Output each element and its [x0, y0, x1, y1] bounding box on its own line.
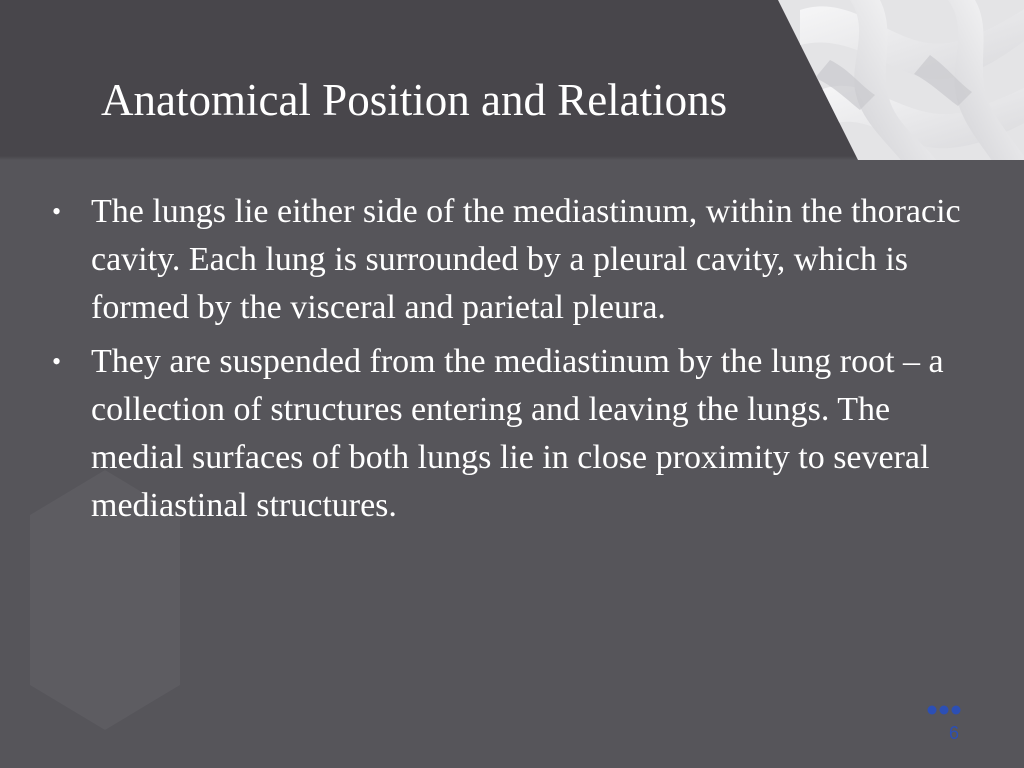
page-number: 6 [948, 723, 959, 743]
bullet-text: They are suspended from the mediastinum by the lung root – a collection of structures entering and leaving the lungs. The medial surfaces of both lungs lie in close proximity to several mediastinal structures. [91, 343, 944, 524]
bullet-icon: • [52, 347, 62, 376]
bullet-icon: • [52, 197, 62, 226]
three-dots-icon [926, 703, 962, 717]
bullet-item [52, 188, 981, 332]
bullet-list [52, 188, 981, 536]
bullet-text: The lungs lie either side of the mediastinum, within the thoracic cavity. Each lung is surrounded by a pleural cavity, which is formed by the visceral and parietal pleura. [91, 193, 961, 326]
slide-title: Anatomical Position and Relations [101, 75, 728, 125]
bullet-item [52, 338, 981, 530]
